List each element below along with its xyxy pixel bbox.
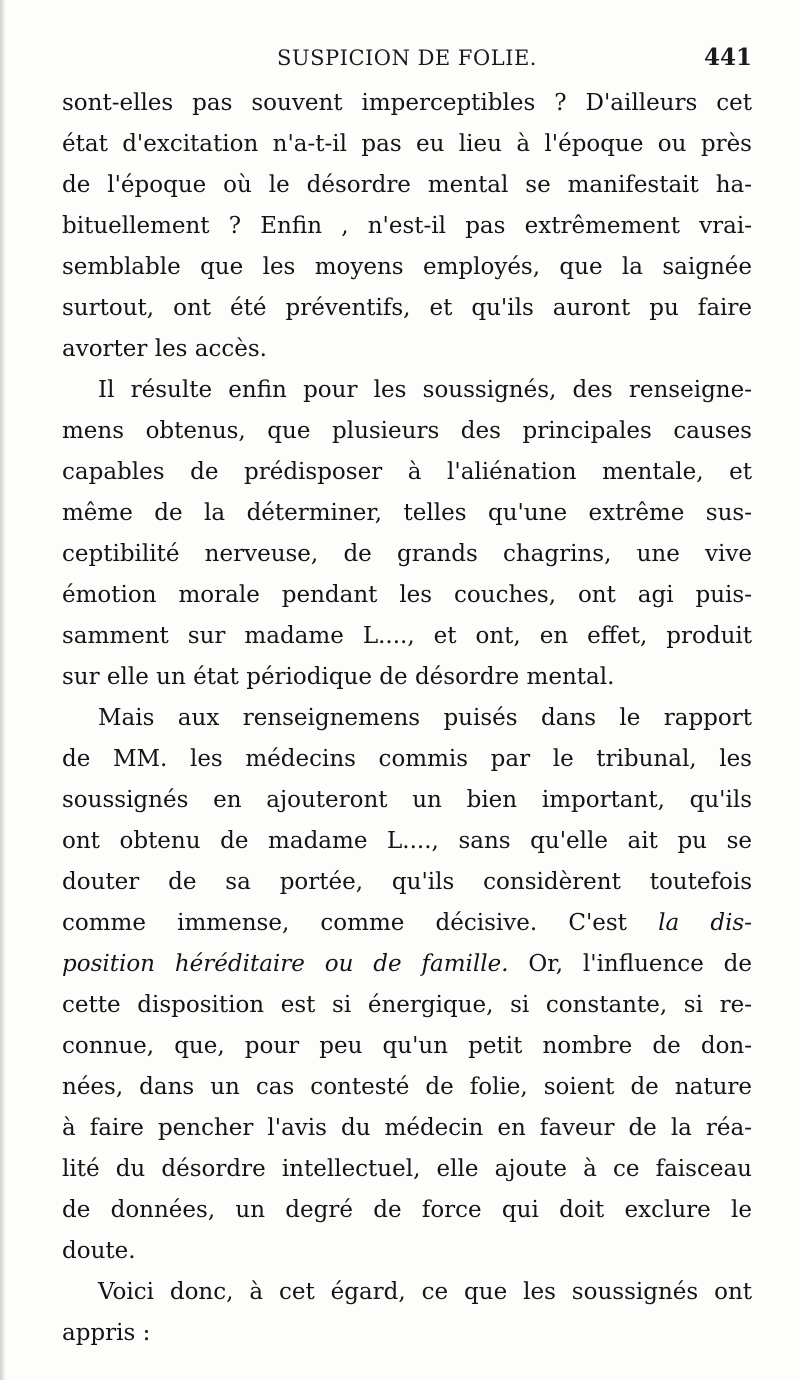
italic-run: la dis- [658, 910, 752, 936]
text-line: lité du désordre intellectuel, elle ajoute à ce faisceau [62, 1156, 752, 1182]
text-run: Or, l'influence de [508, 951, 752, 977]
text-line-mixed [62, 944, 752, 985]
paragraph-4 [62, 1272, 752, 1354]
text-line: mens obtenus, que plusieurs des principales causes [62, 418, 752, 444]
text-line: sont-elles pas souvent imperceptibles ? D'ailleurs cet [62, 90, 752, 116]
paragraph-1 [62, 83, 752, 370]
text-line: Voici donc, à cet égard, ce que les soussignés ont [98, 1279, 752, 1305]
running-title: SUSPICION DE FOLIE. [277, 46, 537, 70]
text-line: à faire pencher l'avis du médecin en faveur de la réa- [62, 1115, 752, 1141]
text-line: sur elle un état périodique de désordre mental. [62, 664, 615, 690]
text-line-mixed [62, 903, 752, 944]
text-line: douter de sa portée, qu'ils considèrent toutefois [62, 869, 752, 895]
text-line: émotion morale pendant les couches, ont agi puis- [62, 582, 752, 608]
text-line: cette disposition est si énergique, si constante, si re- [62, 992, 752, 1018]
page-number: 441 [703, 44, 752, 71]
text-line: même de la déterminer, telles qu'une extrême sus- [62, 500, 752, 526]
text-line: Il résulte enfin pour les soussignés, des renseigne- [98, 377, 752, 403]
text-line: de données, un degré de force qui doit exclure le [62, 1197, 752, 1223]
text-run: comme immense, comme décisive. C'est [62, 910, 659, 936]
text-line: semblable que les moyens employés, que la saignée [62, 254, 752, 280]
text-line: de l'époque où le désordre mental se manifestait ha- [62, 172, 752, 198]
text-line: ont obtenu de madame L...., sans qu'elle ait pu se [62, 828, 752, 854]
page-spine-edge [0, 0, 6, 1380]
text-line: doute. [62, 1238, 136, 1264]
text-line: avorter les accès. [62, 336, 267, 362]
body-text [62, 83, 752, 1354]
text-line: appris : [62, 1320, 151, 1346]
running-head [62, 40, 752, 80]
text-line: samment sur madame L...., et ont, en effet, produit [62, 623, 752, 649]
text-line: état d'excitation n'a-t-il pas eu lieu à l'époque ou près [62, 131, 752, 157]
text-line: de MM. les médecins commis par le tribunal, les [62, 746, 752, 772]
text-line: soussignés en ajouteront un bien important, qu'ils [62, 787, 752, 813]
text-line: capables de prédisposer à l'aliénation mentale, et [62, 459, 752, 485]
text-line: connue, que, pour peu qu'un petit nombre de don- [62, 1033, 752, 1059]
paragraph-2 [62, 370, 752, 698]
italic-run: position héréditaire ou de famille. [62, 951, 509, 977]
text-line: ceptibilité nerveuse, de grands chagrins, une vive [62, 541, 752, 567]
text-line: bituellement ? Enfin , n'est-il pas extrêmement vrai- [62, 213, 752, 239]
text-line: Mais aux renseignemens puisés dans le rapport [98, 705, 752, 731]
paragraph-3 [62, 698, 752, 1272]
text-line: surtout, ont été préventifs, et qu'ils auront pu faire [62, 295, 752, 321]
text-line: nées, dans un cas contesté de folie, soient de nature [62, 1074, 752, 1100]
